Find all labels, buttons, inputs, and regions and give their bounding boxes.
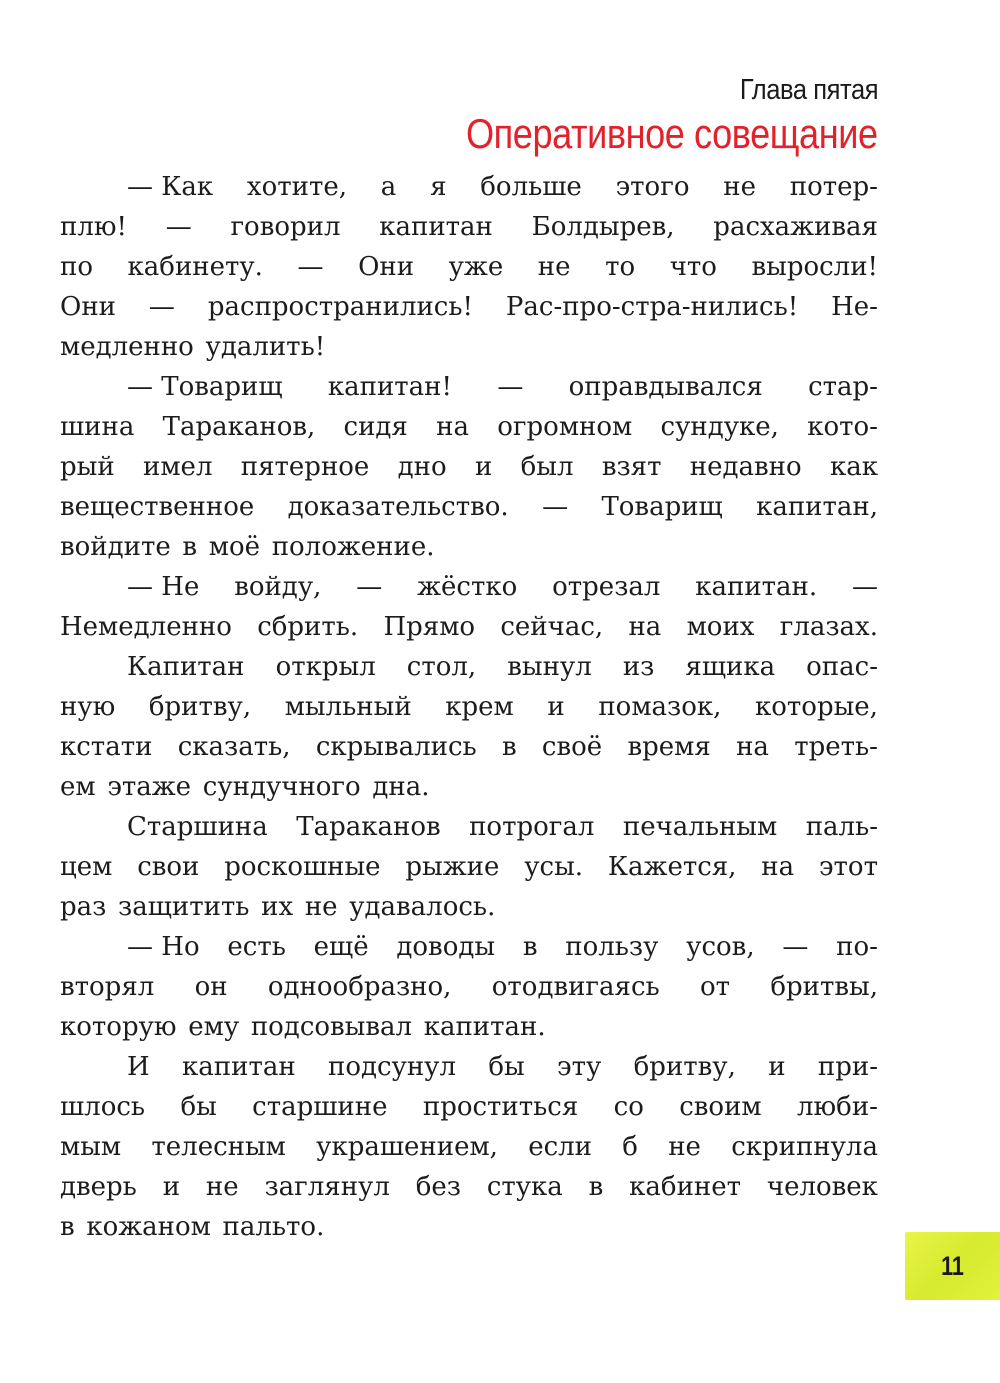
word: подсунул <box>328 1052 456 1082</box>
word: распространились! <box>207 292 473 322</box>
word: печальным <box>622 812 778 842</box>
word: со <box>613 1092 644 1122</box>
word: сидя <box>343 412 408 442</box>
text-line <box>60 567 878 607</box>
text-line <box>60 927 878 967</box>
word: на <box>736 732 769 762</box>
word: в <box>501 732 517 762</box>
word: в <box>522 932 538 962</box>
word: Не- <box>831 292 878 322</box>
word: что <box>669 252 717 282</box>
word: положение. <box>271 532 435 562</box>
text-line <box>60 647 878 687</box>
word: капитан <box>379 212 493 242</box>
word: скрипнула <box>731 1132 878 1162</box>
word: плю! <box>60 212 127 242</box>
word: недавно <box>689 452 802 482</box>
word: на <box>761 852 795 882</box>
word: свои <box>137 852 200 882</box>
word: глазах. <box>779 612 878 642</box>
word: капитан. <box>695 572 818 602</box>
word: кожаном <box>86 1212 211 1242</box>
word: дверь <box>60 1172 137 1202</box>
word: этот <box>818 852 878 882</box>
word: по <box>60 252 93 282</box>
word: моих <box>686 612 755 642</box>
word: этаже <box>107 772 192 802</box>
text-line <box>60 287 878 327</box>
word: говорил <box>230 212 341 242</box>
word: потрогал <box>469 812 595 842</box>
word: проститься <box>422 1092 579 1122</box>
text-line <box>60 1047 878 1087</box>
word: старшине <box>252 1092 388 1122</box>
word: стука <box>486 1172 563 1202</box>
word: при- <box>817 1052 878 1082</box>
chapter-label: Глава пятая <box>739 74 878 106</box>
text-line <box>60 247 878 287</box>
text-line <box>60 687 878 727</box>
word: в <box>588 1172 604 1202</box>
word: Они <box>60 292 116 322</box>
word: дна. <box>372 772 430 802</box>
word: вещественное <box>60 492 255 522</box>
word: в <box>60 1212 75 1242</box>
word: рыжие <box>405 852 500 882</box>
word: бритву, <box>148 692 252 722</box>
text-line <box>60 1127 878 1167</box>
word: Немедленно <box>60 612 232 642</box>
text-line <box>60 967 878 1007</box>
word: бы <box>180 1092 217 1122</box>
word: доводы <box>396 932 496 962</box>
word: роскошные <box>224 852 381 882</box>
word: Тараканов <box>296 812 441 842</box>
text-line <box>60 847 878 887</box>
text-line <box>60 1087 878 1127</box>
text-line <box>60 327 878 367</box>
word: крем <box>445 692 514 722</box>
word: которые, <box>755 692 878 722</box>
text-line <box>60 727 878 767</box>
word: пальто. <box>222 1212 325 1242</box>
word: Тараканов, <box>162 412 316 442</box>
word: однообразно, <box>267 972 452 1002</box>
word: — Не <box>127 572 200 602</box>
word: был <box>520 452 574 482</box>
word: кабинету. <box>127 252 263 282</box>
word: кстати <box>60 732 153 762</box>
word: своим <box>679 1092 762 1122</box>
word: защитить <box>118 892 250 922</box>
word: без <box>415 1172 461 1202</box>
text-line <box>60 1167 878 1207</box>
word: этого <box>615 172 690 202</box>
word: кото- <box>807 412 878 442</box>
word: — <box>542 492 569 522</box>
word: и <box>547 692 565 722</box>
page-number: 11 <box>941 1251 964 1281</box>
word: я <box>430 172 447 202</box>
word: которую <box>60 1012 177 1042</box>
word: б <box>622 1132 638 1162</box>
word: отодвигаясь <box>491 972 660 1002</box>
word: не <box>304 892 338 922</box>
word: шлось <box>60 1092 146 1122</box>
text-line <box>60 447 878 487</box>
word: есть <box>227 932 286 962</box>
word: Товарищ <box>601 492 723 522</box>
word: взят <box>601 452 662 482</box>
word: войду, <box>234 572 322 602</box>
word: из <box>622 652 655 682</box>
word: опас- <box>806 652 878 682</box>
word: — <box>148 292 175 322</box>
word: хотите, <box>246 172 347 202</box>
text-line <box>60 527 878 567</box>
text-line <box>60 487 878 527</box>
word: рый <box>60 452 115 482</box>
word: усы. <box>524 852 584 882</box>
word: ящика <box>685 652 776 682</box>
word: он <box>194 972 228 1002</box>
text-line <box>60 207 878 247</box>
word: на <box>628 612 662 642</box>
word: ещё <box>313 932 369 962</box>
word: паль- <box>805 812 878 842</box>
word: сказать, <box>177 732 291 762</box>
word: скрывались <box>315 732 477 762</box>
word: доказательство. <box>287 492 509 522</box>
word: раз <box>60 892 107 922</box>
word: время <box>627 732 711 762</box>
word: моё <box>208 532 261 562</box>
text-line <box>60 1207 878 1247</box>
word: мым <box>60 1132 122 1162</box>
word: капитан. <box>423 1012 546 1042</box>
word: усов, <box>686 932 755 962</box>
word: а <box>380 172 397 202</box>
word: подсовывал <box>250 1012 413 1042</box>
word: пользу <box>565 932 659 962</box>
body-text <box>60 167 878 1247</box>
word: их <box>261 892 294 922</box>
word: люби- <box>797 1092 878 1122</box>
word: сбрить. <box>257 612 359 642</box>
word: И <box>127 1052 150 1082</box>
word: Болдырев, <box>531 212 675 242</box>
word: и <box>768 1052 786 1082</box>
text-line <box>60 1007 878 1047</box>
word: человек <box>766 1172 878 1202</box>
word: телесным <box>151 1132 286 1162</box>
word: ему <box>188 1012 240 1042</box>
word: бритвы, <box>770 972 878 1002</box>
word: не <box>723 172 756 202</box>
word: имел <box>143 452 213 482</box>
word: — <box>497 372 524 402</box>
word: капитан! <box>327 372 452 402</box>
text-line <box>60 167 878 207</box>
word: не <box>205 1172 239 1202</box>
text-line <box>60 887 878 927</box>
word: вторял <box>60 972 155 1002</box>
word: помазок, <box>598 692 722 722</box>
word: вынул <box>507 652 592 682</box>
word: то <box>605 252 636 282</box>
word: Старшина <box>127 812 268 842</box>
word: бы <box>488 1052 525 1082</box>
word: своё <box>541 732 603 762</box>
word: эту <box>557 1052 602 1082</box>
text-line <box>60 367 878 407</box>
word: — <box>356 572 383 602</box>
word: шина <box>60 412 135 442</box>
text-line <box>60 767 878 807</box>
word: открыл <box>275 652 376 682</box>
word: стол, <box>406 652 477 682</box>
word: ную <box>60 692 116 722</box>
chapter-title: Оперативное совещание <box>466 110 878 157</box>
text-line <box>60 407 878 447</box>
word: сундучного <box>202 772 361 802</box>
word: капитан, <box>756 492 878 522</box>
word: дно <box>397 452 447 482</box>
word: — <box>297 252 324 282</box>
word: треть- <box>794 732 878 762</box>
text-line <box>60 607 878 647</box>
word: как <box>829 452 878 482</box>
word: если <box>528 1132 593 1162</box>
word: кабинет <box>629 1172 742 1202</box>
word: — <box>165 212 192 242</box>
word: в <box>182 532 198 562</box>
word: выросли! <box>751 252 878 282</box>
word: жёстко <box>417 572 518 602</box>
word: удавалось. <box>349 892 496 922</box>
word: и <box>474 452 493 482</box>
word: уже <box>448 252 504 282</box>
word: Рас-про-стра-нились! <box>505 292 799 322</box>
word: — Товарищ <box>127 372 283 402</box>
word: стар- <box>808 372 878 402</box>
word: не <box>537 252 571 282</box>
word: оправдывался <box>568 372 763 402</box>
word: на <box>436 412 469 442</box>
word: — Как <box>127 172 214 202</box>
word: по- <box>836 932 878 962</box>
word: больше <box>480 172 582 202</box>
word: медленно <box>60 332 194 362</box>
word: заглянул <box>264 1172 390 1202</box>
word: цем <box>60 852 113 882</box>
word: отрезал <box>552 572 661 602</box>
word: расхаживая <box>713 212 878 242</box>
word: мыльный <box>284 692 412 722</box>
word: огромном <box>497 412 633 442</box>
word: ем <box>60 772 96 802</box>
word: бритву, <box>633 1052 736 1082</box>
word: сундуке, <box>660 412 779 442</box>
word: потер- <box>789 172 878 202</box>
word: сейчас, <box>500 612 604 642</box>
word: Кажется, <box>607 852 737 882</box>
word: удалить! <box>205 332 326 362</box>
word: войдите <box>60 532 171 562</box>
word: украшением, <box>316 1132 498 1162</box>
text-line <box>60 807 878 847</box>
word: пятерное <box>240 452 370 482</box>
word: не <box>668 1132 701 1162</box>
word: от <box>700 972 731 1002</box>
word: — <box>782 932 809 962</box>
word: и <box>162 1172 181 1202</box>
word: — <box>852 572 878 602</box>
word: — Но <box>127 932 200 962</box>
word: капитан <box>182 1052 296 1082</box>
word: Прямо <box>383 612 476 642</box>
word: Они <box>358 252 415 282</box>
word: Капитан <box>127 652 245 682</box>
